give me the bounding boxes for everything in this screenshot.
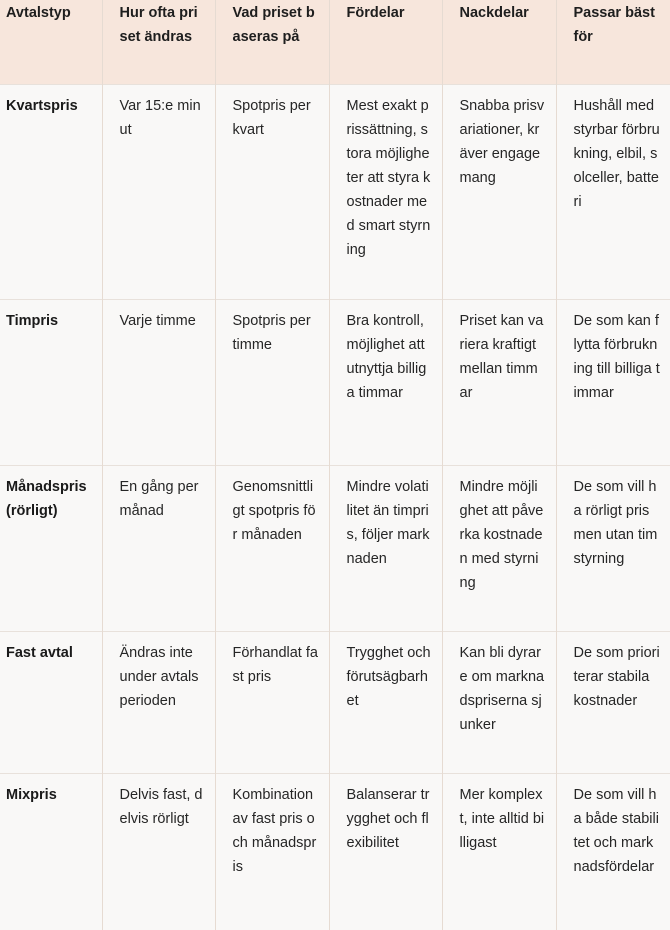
cell-change-frequency: Var 15:e minut xyxy=(102,84,215,299)
table-row xyxy=(0,773,670,930)
cell-change-frequency: Varje timme xyxy=(102,299,215,465)
cell-best-for: De som vill ha rörligt pris men utan timstyrning xyxy=(556,465,670,631)
header-cons: Nackdelar xyxy=(442,0,556,84)
header-contract-type: Avtalstyp xyxy=(0,0,102,84)
cell-contract-type: Kvartspris xyxy=(0,84,102,299)
cell-contract-type: Mixpris xyxy=(0,773,102,930)
header-price-basis: Vad priset baseras på xyxy=(215,0,329,84)
cell-contract-type: Timpris xyxy=(0,299,102,465)
table-header xyxy=(0,0,670,84)
cell-cons: Priset kan variera kraftigt mellan timmar xyxy=(442,299,556,465)
cell-change-frequency: Ändras inte under avtalsperioden xyxy=(102,631,215,773)
cell-price-basis: Förhandlat fast pris xyxy=(215,631,329,773)
header-change-frequency: Hur ofta priset ändras xyxy=(102,0,215,84)
cell-price-basis: Spotpris per kvart xyxy=(215,84,329,299)
cell-best-for: Hushåll med styrbar förbrukning, elbil, solceller, batteri xyxy=(556,84,670,299)
cell-best-for: De som prioriterar stabila kostnader xyxy=(556,631,670,773)
cell-cons: Snabba prisvariationer, kräver engagemang xyxy=(442,84,556,299)
cell-contract-type: Fast avtal xyxy=(0,631,102,773)
cell-cons: Mindre möjlighet att påverka kostnaden med styrning xyxy=(442,465,556,631)
table-row xyxy=(0,84,670,299)
cell-pros: Mindre volatilitet än timpris, följer marknaden xyxy=(329,465,442,631)
cell-pros: Mest exakt prissättning, stora möjligheter att styra kostnader med smart styrning xyxy=(329,84,442,299)
cell-cons: Mer komplext, inte alltid billigast xyxy=(442,773,556,930)
table-row xyxy=(0,465,670,631)
header-best-for: Passar bäst för xyxy=(556,0,670,84)
cell-price-basis: Spotpris per timme xyxy=(215,299,329,465)
table-body xyxy=(0,84,670,930)
header-row xyxy=(0,0,670,84)
cell-best-for: De som vill ha både stabilitet och marknadsfördelar xyxy=(556,773,670,930)
cell-pros: Trygghet och förutsägbarhet xyxy=(329,631,442,773)
cell-change-frequency: En gång per månad xyxy=(102,465,215,631)
table-row xyxy=(0,299,670,465)
cell-best-for: De som kan flytta förbrukning till billiga timmar xyxy=(556,299,670,465)
cell-price-basis: Genomsnittligt spotpris för månaden xyxy=(215,465,329,631)
cell-pros: Balanserar trygghet och flexibilitet xyxy=(329,773,442,930)
table-row xyxy=(0,631,670,773)
header-pros: Fördelar xyxy=(329,0,442,84)
cell-price-basis: Kombination av fast pris och månadspris xyxy=(215,773,329,930)
cell-pros: Bra kontroll, möjlighet att utnyttja billiga timmar xyxy=(329,299,442,465)
cell-contract-type: Månadspris (rörligt) xyxy=(0,465,102,631)
cell-change-frequency: Delvis fast, delvis rörligt xyxy=(102,773,215,930)
cell-cons: Kan bli dyrare om marknadspriserna sjunker xyxy=(442,631,556,773)
